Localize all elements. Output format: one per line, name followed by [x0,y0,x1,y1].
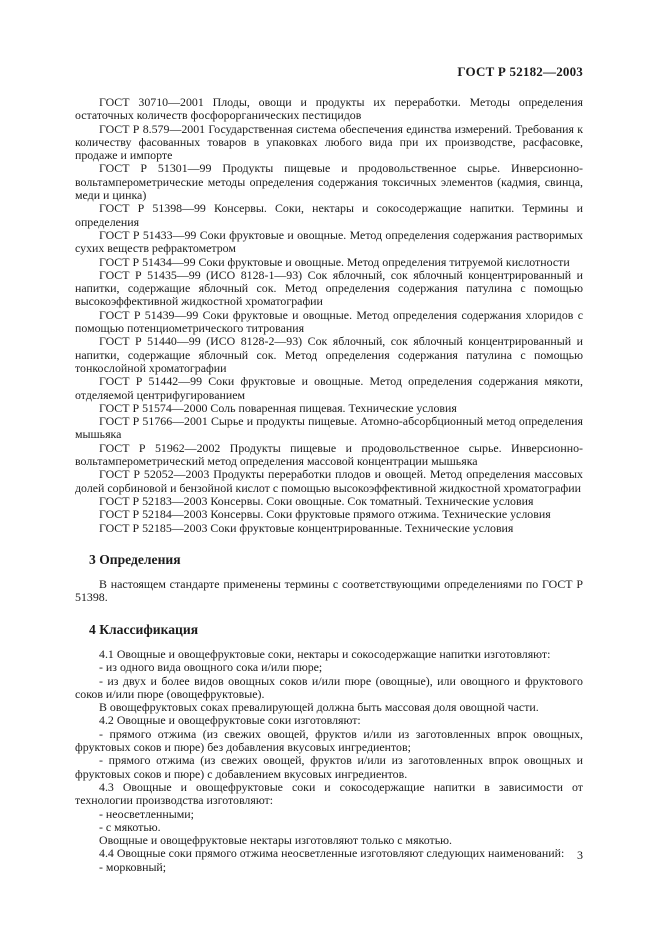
section-4-list-item: - прямого отжима (из свежих овощей, фруктов и/или из заготовленных впрок овощных и фруктовых соков и пюре) с добавлением вкусовых ингредиентов. [75,753,583,781]
reference-item: ГОСТ Р 51962—2002 Продукты пищевые и продовольственное сырье. Инверсионно-вольтамперометрический метод определения массовой концентрации мышьяка [75,440,583,469]
reference-item: ГОСТ Р 51766—2001 Сырье и продукты пищевые. Атомно-абсорбционный метод определения мышьяка [75,414,583,442]
section-4-paragraph: 4.2 Овощные и овощефруктовые соки изготовляют: [99,713,361,728]
reference-item: ГОСТ Р 51439—99 Соки фруктовые и овощные. Метод определения содержания хлоридов с помощью потенциометрического титрования [75,307,583,336]
reference-item: ГОСТ Р 8.579—2001 Государственная система обеспечения единства измерений. Требования к количеству фасованных товаров в упаковках любого вида при их производстве, расфасовке, продаже и импорте [75,121,583,163]
reference-item: ГОСТ Р 51301—99 Продукты пищевые и продовольственное сырье. Инверсионно-вольтамперометрические методы определения содержания токсичных элементов (кадмия, свинца, меди и цинка) [75,161,583,203]
reference-item: ГОСТ Р 52184—2003 Консервы. Соки фруктовые прямого отжима. Технические условия [99,507,551,522]
reference-item: ГОСТ Р 51434—99 Соки фруктовые и овощные. Метод определения титруемой кислотности [99,254,570,269]
normative-references-list [75,96,583,535]
section-3-text: В настоящем стандарте применены термины с соответствующими определениями по ГОСТ Р 51398. [75,577,583,605]
section-4-paragraph: 4.4 Овощные соки прямого отжима неосветленные изготовляют следующих наименований: [99,846,565,861]
reference-item: ГОСТ Р 51433—99 Соки фруктовые и овощные. Метод определения содержания растворимых сухих веществ рефрактометром [75,227,583,256]
section-4-paragraph: 4.3 Овощные и овощефруктовые соки и сокосодержащие напитки в зависимости от технологии производства изготовляют: [75,779,583,808]
section-4-paragraph: Овощные и овощефруктовые нектары изготовляют только с мякотью. [99,833,452,848]
reference-item: ГОСТ Р 51440—99 (ИСО 8128-2—93) Сок яблочный, сок яблочный концентрированный и напитки, содержащие яблочный сок. Метод определения содержания патулина с помощью тонкослойной хроматографии [75,334,583,375]
section-4-list-item: - из двух и более видов овощных соков и/или пюре (овощные), или овощного и фруктового соков и/или пюре (овощефруктовые). [75,673,583,701]
document-body [75,96,583,874]
section-4-paragraph: 4.1 Овощные и овощефруктовые соки, нектары и сокосодержащие напитки изготовляют: [99,646,551,661]
section-3-title: 3 Определения [89,551,181,567]
section-4-paragraph: В овощефруктовых соках превалирующей должна быть массовая доля овощной части. [99,700,539,715]
section-4-list-item: - прямого отжима (из свежих овощей, фруктов и/или из заготовленных впрок овощных, фруктовых соков и пюре) без добавления вкусовых ингредиентов; [75,726,583,755]
reference-item: ГОСТ Р 52052—2003 Продукты переработки плодов и овощей. Метод определения массовых долей сорбиновой и бензойной кислот с помощью высокоэффективной жидкостной хроматографии [75,467,583,495]
section-4-list-item: - неосветленными; [99,806,194,821]
reference-item: ГОСТ Р 51435—99 (ИСО 8128-1—93) Сок яблочный, сок яблочный концентрированный и напитки, содержащие яблочный сок. Метод определения содержания патулина с помощью высокоэффективной жидкостной хроматографии [75,267,583,309]
reference-item: ГОСТ Р 51398—99 Консервы. Соки, нектары и сокосодержащие напитки. Термины и определения [75,201,583,229]
section-4-list-item: - из одного вида овощного сока и/или пюре; [99,660,323,675]
reference-item: ГОСТ Р 52185—2003 Соки фруктовые концентрированные. Технические условия [99,520,514,535]
section-4-list-item: - с мякотью. [99,819,161,834]
reference-item: ГОСТ Р 52183—2003 Консервы. Соки овощные. Сок томатный. Технические условия [99,493,534,508]
section-4-list-item: - морковный; [99,859,167,874]
reference-item: ГОСТ 30710—2001 Плоды, овощи и продукты их переработки. Методы определения остаточных количеств фосфорорганических пестицидов [75,95,583,123]
document-code-header: ГОСТ Р 52182—2003 [457,64,583,79]
page-number: 3 [577,848,583,862]
section-4-title: 4 Классификация [89,621,199,637]
section-4-body [75,648,583,874]
reference-item: ГОСТ Р 51574—2000 Соль поваренная пищевая. Технические условия [99,400,457,415]
reference-item: ГОСТ Р 51442—99 Соки фруктовые и овощные. Метод определения содержания мякоти, отделяемой центрифугированием [75,374,583,402]
